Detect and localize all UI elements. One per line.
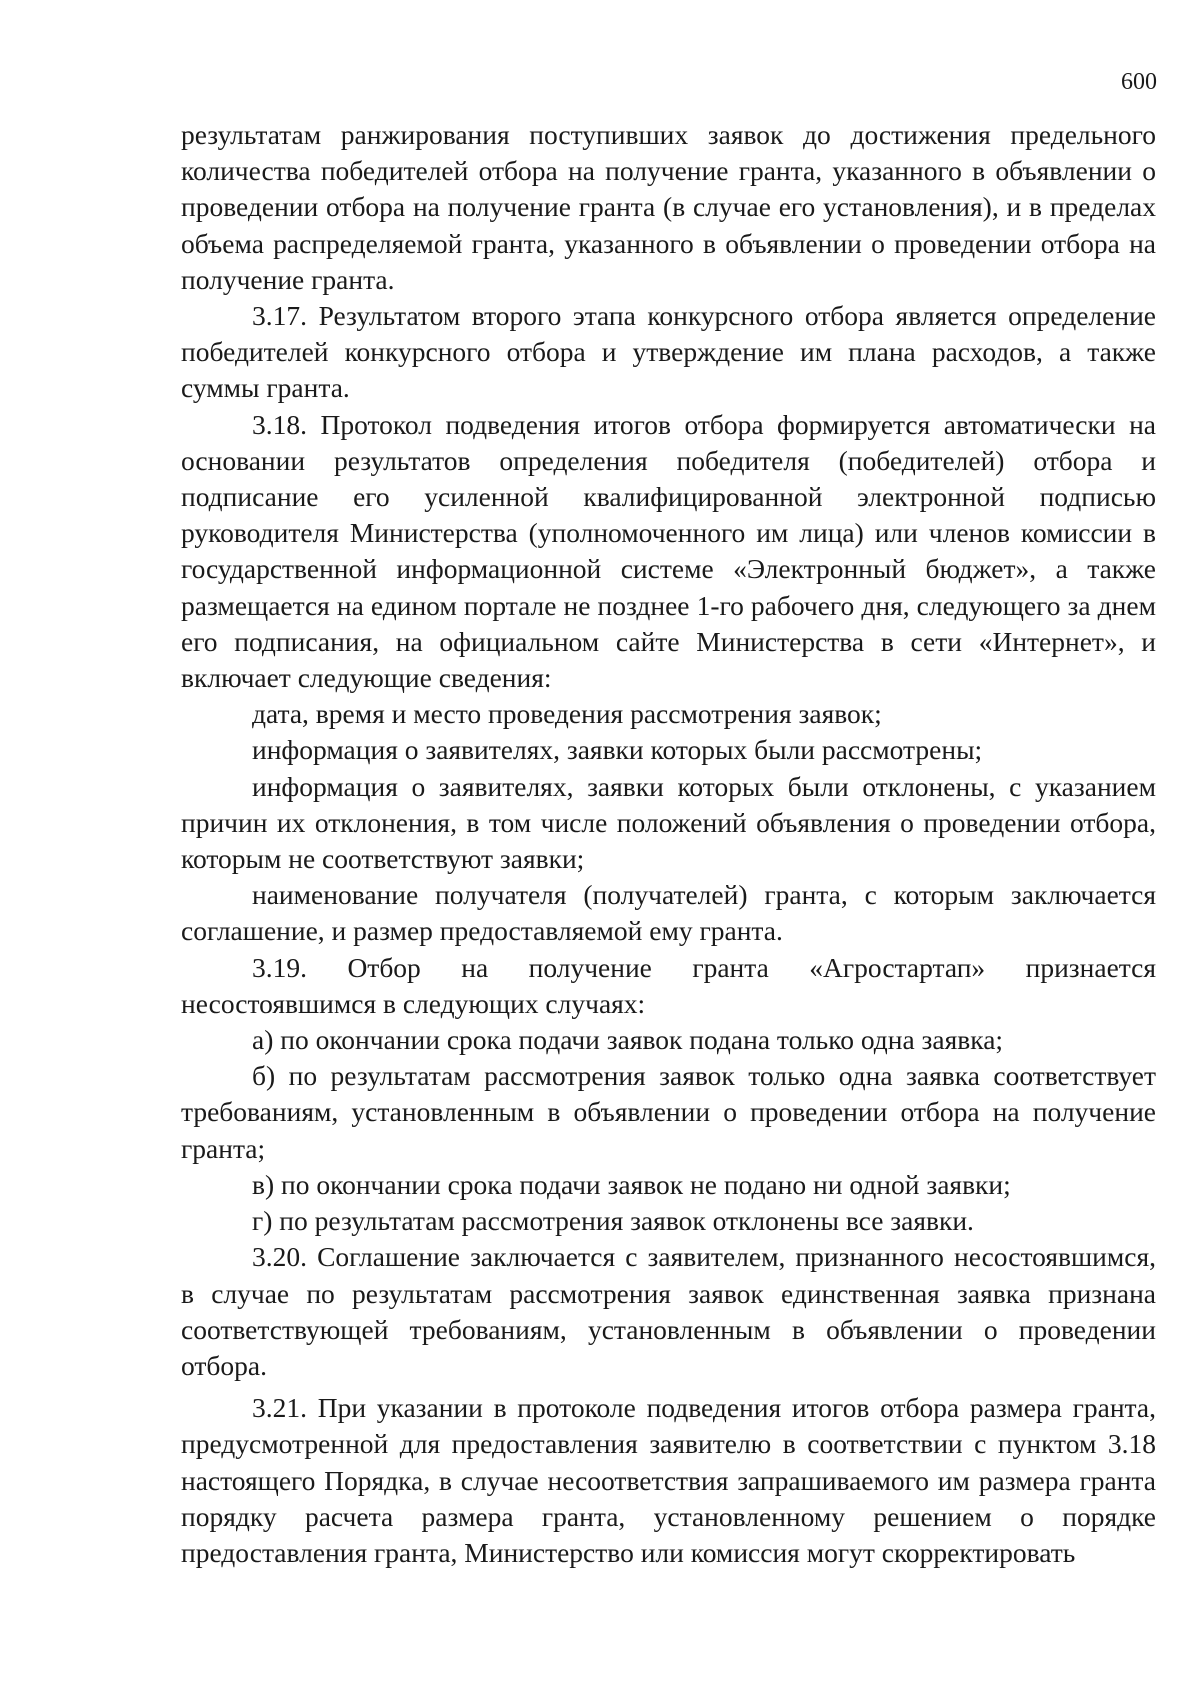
paragraph-3-19: 3.19. Отбор на получение гранта «Агростартап» признается несостоявшимся в следующих случаях: [181, 951, 1156, 1019]
page-number: 600 [1121, 69, 1157, 95]
paragraph-3-20: 3.20. Соглашение заключается с заявителем, признанного несостоявшимся, в случае по результатам рассмотрения заявок единственная заявка признана соответствующей требованиям, установленным в объявлении о проведении отбора. [181, 1241, 1156, 1381]
paragraph-3-17: 3.17. Результатом второго этапа конкурсного отбора является определение победителей конкурсного отбора и утверждение им плана расходов, а также суммы гранта. [181, 300, 1156, 404]
paragraph-continuation: результатам ранжирования поступивших заявок до достижения предельного количества победителей отбора на получение гранта, указанного в объявлении о проведении отбора на получение гранта (в случае его установления), и в пределах объема распределяемой гранта, указанного в объявлении о проведении отбора на получение гранта. [181, 119, 1156, 295]
list-item-rejected: информация о заявителях, заявки которых были отклонены, с указанием причин их отклонения, в том числе положений объявления о проведении отбора, которым не соответствуют заявки; [181, 770, 1156, 875]
list-item-considered: информация о заявителях, заявки которых были рассмотрены; [252, 734, 983, 766]
document-body [181, 117, 1156, 1571]
paragraph-3-18: 3.18. Протокол подведения итогов отбора формируется автоматически на основании результатов определения победителя (победителей) отбора и подписание его усиленной квалифицированной электронной подписью руководителя Министерства (уполномоченного им лица) или членов комиссии в государственной информационной системе «Электронный бюджет», а также размещается на едином портале не позднее 1-го рабочего дня, следующего за днем его подписания, на официальном сайте Министерства в сети «Интернет», и включает следующие сведения: [181, 408, 1156, 694]
list-item-date: дата, время и место проведения рассмотрения заявок; [252, 698, 882, 730]
paragraph-3-21: 3.21. При указании в протоколе подведения итогов отбора размера гранта, предусмотренной для предоставления заявителю в соответствии с пунктом 3.18 настоящего Порядка, в случае несоответствия запрашиваемого им размера гранта порядку расчета размера гранта, установленному решением о порядке предоставления гранта, Министерство или комиссия могут скорректировать [181, 1392, 1156, 1568]
list-item-recipient: наименование получателя (получателей) гранта, с которым заключается соглашение, и размер предоставляемой ему гранта. [181, 879, 1156, 947]
list-item-g: г) по результатам рассмотрения заявок отклонены все заявки. [252, 1205, 974, 1237]
list-item-a: а) по окончании срока подачи заявок подана только одна заявка; [252, 1024, 1004, 1056]
list-item-v: в) по окончании срока подачи заявок не подано ни одной заявки; [252, 1168, 1011, 1200]
list-item-b: б) по результатам рассмотрения заявок только одна заявка соответствует требованиям, установленным в объявлении о проведении отбора на получение гранта; [181, 1060, 1156, 1164]
